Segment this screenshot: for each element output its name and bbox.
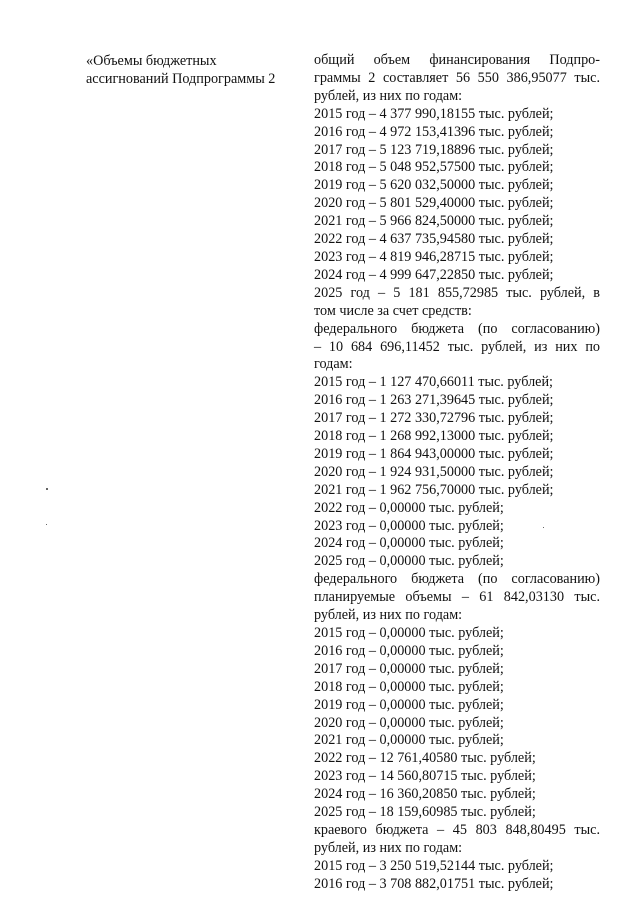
content-line: рублей, из них по годам: xyxy=(314,607,463,624)
content-line: рублей, из них по годам: xyxy=(314,839,463,856)
content-line: рублей, из них по годам: xyxy=(314,87,463,104)
content-line: 2022 год – 4 637 735,94580 тыс. рублей; xyxy=(314,231,554,248)
scan-speck xyxy=(46,488,48,490)
content-line: 2021 год – 0,00000 тыс. рублей; xyxy=(314,732,504,749)
content-line: федерального бюджета (по согласованию) xyxy=(314,320,600,337)
content-line: 2023 год – 0,00000 тыс. рублей; xyxy=(314,517,504,534)
content-line: 2020 год – 5 801 529,40000 тыс. рублей; xyxy=(314,195,554,212)
scan-speck xyxy=(46,524,47,525)
content-line: 2025 год – 0,00000 тыс. рублей; xyxy=(314,553,504,570)
right-column-content xyxy=(314,52,600,894)
content-line: 2025 год – 5 181 855,72985 тыс. рублей, в xyxy=(314,284,600,301)
content-line: 2025 год – 18 159,60985 тыс. рублей; xyxy=(314,804,536,821)
content-line: 2021 год – 5 966 824,50000 тыс. рублей; xyxy=(314,213,554,230)
content-line: 2022 год – 12 761,40580 тыс. рублей; xyxy=(314,750,536,767)
content-line: 2016 год – 1 263 271,39645 тыс. рублей; xyxy=(314,392,554,409)
content-line: 2016 год – 0,00000 тыс. рублей; xyxy=(314,642,504,659)
content-line: 2015 год – 0,00000 тыс. рублей; xyxy=(314,625,504,641)
content-line: годам: xyxy=(314,356,353,373)
left-line: ассигнований Подпрограммы 2 xyxy=(86,71,276,87)
content-line: 2024 год – 4 999 647,22850 тыс. рублей; xyxy=(314,266,554,283)
content-line: 2018 год – 1 268 992,13000 тыс. рублей; xyxy=(314,428,554,445)
content-line: 2015 год – 3 250 519,52144 тыс. рублей; xyxy=(314,857,554,874)
content-line: 2021 год – 1 962 756,70000 тыс. рублей; xyxy=(314,481,554,498)
content-line: 2022 год – 0,00000 тыс. рублей; xyxy=(314,499,504,516)
content-line: 2024 год – 16 360,20850 тыс. рублей; xyxy=(314,786,536,803)
content-line: 2019 год – 1 864 943,00000 тыс. рублей; xyxy=(314,445,554,462)
content-line: 2015 год – 1 127 470,66011 тыс. рублей; xyxy=(314,374,553,391)
content-line: 2016 год – 3 708 882,01751 тыс. рублей; xyxy=(314,875,554,892)
content-line: 2023 год – 4 819 946,28715 тыс. рублей; xyxy=(314,248,554,265)
content-line: 2017 год – 5 123 719,18896 тыс. рублей; xyxy=(314,141,554,158)
content-line: 2017 год – 1 272 330,72796 тыс. рублей; xyxy=(314,410,554,427)
content-line: 2017 год – 0,00000 тыс. рублей; xyxy=(314,660,504,677)
content-line: том числе за счет средств: xyxy=(314,302,472,319)
content-line: 2016 год – 4 972 153,41396 тыс. рублей; xyxy=(314,123,554,140)
content-line: 2024 год – 0,00000 тыс. рублей; xyxy=(314,535,504,552)
content-line: 2020 год – 1 924 931,50000 тыс. рублей; xyxy=(314,463,554,480)
content-line: 2019 год – 5 620 032,50000 тыс. рублей; xyxy=(314,177,554,194)
content-line: общий объем финансирования Подпро- xyxy=(314,52,600,68)
content-line: краевого бюджета – 45 803 848,80495 тыс. xyxy=(314,821,600,838)
content-line: – 10 684 696,11452 тыс. рублей, из них по xyxy=(314,338,600,355)
scan-speck xyxy=(543,527,544,528)
content-line: планируемые объемы – 61 842,03130 тыс. xyxy=(314,589,600,606)
content-line: федерального бюджета (по согласованию) xyxy=(314,571,600,588)
left-column-label xyxy=(86,52,296,88)
content-line: 2020 год – 0,00000 тыс. рублей; xyxy=(314,714,504,731)
content-line: 2018 год – 5 048 952,57500 тыс. рублей; xyxy=(314,159,554,176)
left-line: «Объемы бюджетных xyxy=(86,53,217,69)
content-line: 2019 год – 0,00000 тыс. рублей; xyxy=(314,696,504,713)
content-line: 2023 год – 14 560,80715 тыс. рублей; xyxy=(314,768,536,785)
content-line: 2015 год – 4 377 990,18155 тыс. рублей; xyxy=(314,105,554,122)
content-line: граммы 2 составляет 56 550 386,95077 тыс. xyxy=(314,69,600,86)
content-line: 2018 год – 0,00000 тыс. рублей; xyxy=(314,678,504,695)
